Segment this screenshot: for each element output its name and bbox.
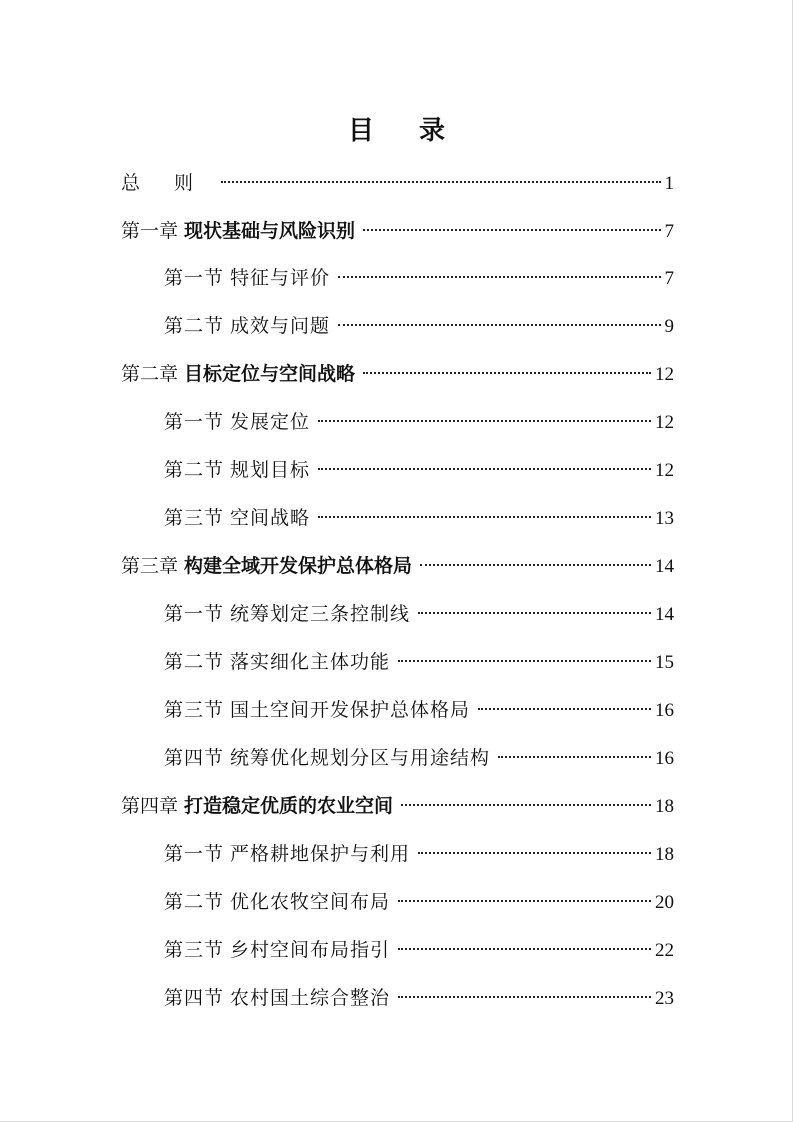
entry-page-number: 18	[655, 844, 674, 865]
entry-number: 第一节	[164, 603, 225, 625]
toc-entry-section[interactable]	[164, 645, 674, 679]
toc-entry-section[interactable]	[164, 405, 674, 439]
entry-page-number: 7	[664, 221, 674, 242]
entry-label: 国土空间开发保护总体格局	[230, 699, 471, 721]
entry-page-number: 14	[655, 556, 674, 577]
toc-entry-section[interactable]	[164, 597, 674, 631]
entry-label: 发展定位	[230, 411, 311, 433]
entry-number: 第三节	[164, 699, 225, 721]
entry-page-number: 16	[655, 700, 674, 721]
toc-entry-section[interactable]	[164, 501, 674, 535]
entry-page-number: 12	[655, 364, 674, 385]
entry-label: 落实细化主体功能	[230, 651, 391, 673]
dot-leader	[420, 564, 651, 566]
dot-leader	[478, 708, 651, 710]
entry-page-number: 13	[655, 508, 674, 529]
entry-label: 统筹划定三条控制线	[230, 603, 411, 625]
toc-entry-section[interactable]	[164, 453, 674, 487]
entry-label: 优化农牧空间布局	[230, 891, 391, 913]
entry-page-number: 14	[655, 604, 674, 625]
toc-entry-chapter[interactable]	[121, 214, 674, 248]
entry-page-number: 23	[655, 988, 674, 1009]
dot-leader	[498, 756, 651, 758]
entry-number: 第一节	[164, 411, 225, 433]
dot-leader	[401, 804, 651, 806]
entry-page-number: 16	[655, 748, 674, 769]
entry-number: 第四节	[164, 747, 225, 769]
toc-entry-section[interactable]	[164, 309, 674, 343]
entry-number: 第二节	[164, 891, 225, 913]
entry-label: 规划目标	[230, 459, 311, 481]
entry-number: 第四章	[121, 795, 179, 817]
entry-page-number: 15	[655, 652, 674, 673]
toc-entry-chapter[interactable]	[121, 357, 674, 391]
entry-label: 乡村空间布局指引	[230, 939, 391, 961]
entry-number: 第一节	[164, 267, 225, 289]
entry-number: 第二章	[121, 363, 179, 385]
dot-leader	[318, 516, 651, 518]
entry-label: 特征与评价	[230, 267, 331, 289]
entry-number: 第三节	[164, 507, 225, 529]
entry-page-number: 12	[655, 412, 674, 433]
dot-leader	[418, 612, 651, 614]
dot-leader	[418, 852, 651, 854]
entry-number: 第二节	[164, 459, 225, 481]
entry-number: 第二节	[164, 315, 225, 337]
entry-label: 统筹优化规划分区与用途结构	[230, 747, 491, 769]
entry-number: 第三节	[164, 939, 225, 961]
dot-leader	[398, 900, 651, 902]
dot-leader	[363, 229, 660, 231]
dot-leader	[221, 181, 660, 183]
toc-entry-chapter[interactable]	[121, 166, 674, 200]
entry-label: 打造稳定优质的农业空间	[184, 795, 394, 817]
dot-leader	[398, 948, 651, 950]
dot-leader	[338, 276, 660, 278]
toc-entry-section[interactable]	[164, 261, 674, 295]
dot-leader	[398, 996, 651, 998]
entry-page-number: 18	[655, 796, 674, 817]
entry-number: 第一章	[121, 220, 179, 242]
toc-entry-section[interactable]	[164, 837, 674, 871]
dot-leader	[318, 420, 651, 422]
entry-number: 总 则	[121, 172, 208, 194]
entry-page-number: 7	[664, 268, 674, 289]
toc-title: 目 录	[347, 116, 464, 146]
entry-label: 构建全域开发保护总体格局	[184, 555, 413, 577]
dot-leader	[363, 372, 651, 374]
entry-page-number: 9	[664, 316, 674, 337]
toc-entry-chapter[interactable]	[121, 789, 674, 823]
toc-entry-section[interactable]	[164, 933, 674, 967]
toc-entry-section[interactable]	[164, 693, 674, 727]
entry-page-number: 20	[655, 892, 674, 913]
toc-entry-section[interactable]	[164, 981, 674, 1015]
dot-leader	[398, 660, 651, 662]
dot-leader	[338, 324, 660, 326]
entry-page-number: 12	[655, 460, 674, 481]
entry-number: 第四节	[164, 987, 225, 1009]
entry-label: 目标定位与空间战略	[184, 363, 356, 385]
entry-label: 现状基础与风险识别	[184, 220, 356, 242]
entry-label: 成效与问题	[230, 315, 331, 337]
entry-label: 农村国土综合整治	[230, 987, 391, 1009]
entry-label: 严格耕地保护与利用	[230, 843, 411, 865]
dot-leader	[318, 468, 651, 470]
entry-number: 第一节	[164, 843, 225, 865]
entry-page-number: 1	[664, 173, 674, 194]
entry-label: 空间战略	[230, 507, 311, 529]
toc-entry-section[interactable]	[164, 885, 674, 919]
toc-entry-chapter[interactable]	[121, 549, 674, 583]
entry-number: 第三章	[121, 555, 179, 577]
toc-entry-section[interactable]	[164, 741, 674, 775]
entry-page-number: 22	[655, 940, 674, 961]
entry-number: 第二节	[164, 651, 225, 673]
